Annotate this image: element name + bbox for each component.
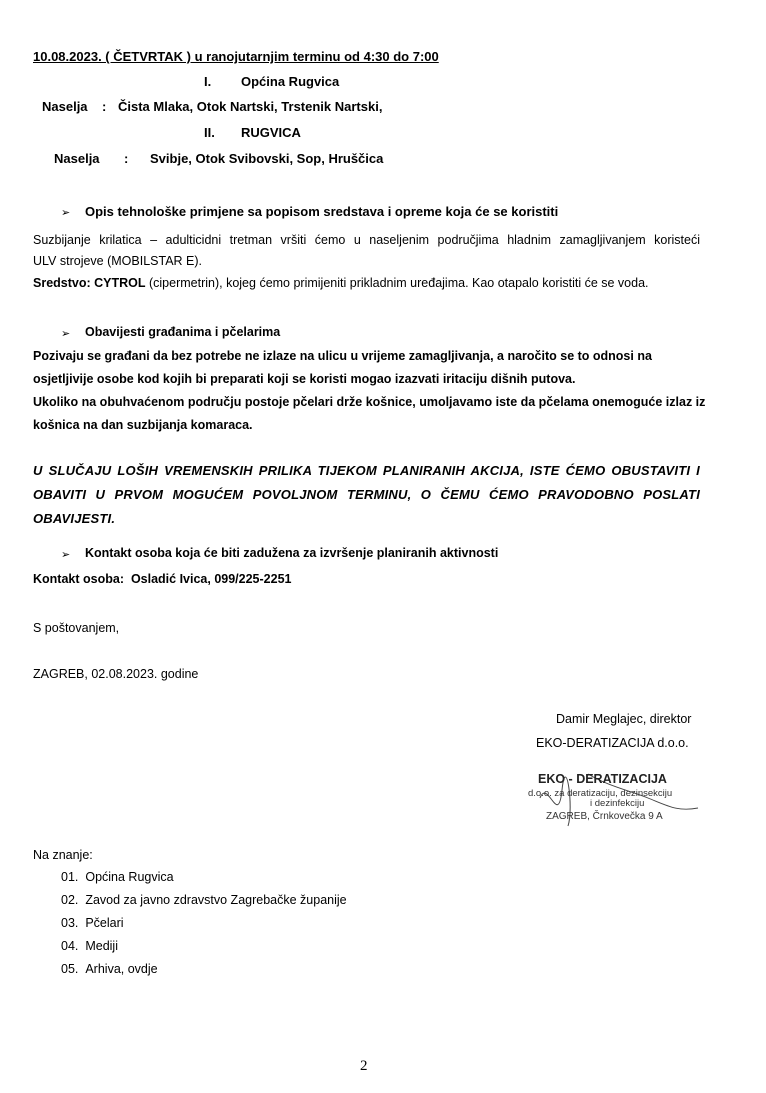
list-item <box>61 870 174 884</box>
place-date: ZAGREB, 02.08.2023. godine <box>33 667 199 681</box>
arrowhead-bullet-icon: ➢ <box>61 207 71 219</box>
naselja-1-label: Naselja <box>42 99 88 114</box>
signatory: Damir Meglajec, direktor <box>556 712 692 726</box>
list-item <box>61 916 124 930</box>
warning-line-1: U SLUČAJU LOŠIH VREMENSKIH PRILIKA TIJEKOM PLANIRANIH AKCIJA, ISTE ĆEMO OBUSTAVITI I <box>33 463 700 478</box>
kontakt-label: Kontakt osoba <box>33 572 120 586</box>
kontakt-value: Osladić Ivica, 099/225-2251 <box>130 572 292 586</box>
list-item <box>61 939 118 953</box>
section-1-title: Općina Rugvica <box>241 74 340 89</box>
opis-line-1: Suzbijanje krilatica – adulticidni tretman vršiti ćemo u naseljenim područjima hladnim zamagljivanjem koristeći <box>33 233 700 247</box>
kontakt-colon: : <box>119 572 124 586</box>
sredstvo-text: (cipermetrin), kojeg ćemo primijeniti prikladnim uređajima. Kao otapalo koristiti će se voda. <box>145 276 649 290</box>
naselja-1-colon: : <box>102 99 107 114</box>
naselja-2-colon: : <box>124 151 129 166</box>
greeting: S poštovanjem, <box>33 621 120 635</box>
company-name: EKO-DERATIZACIJA d.o.o. <box>536 736 689 750</box>
section-2-title: RUGVICA <box>241 125 301 140</box>
list-item <box>61 962 158 976</box>
company-stamp <box>528 768 708 832</box>
opis-line-2: ULV strojeve (MOBILSTAR E). <box>33 254 203 268</box>
list-item-text: Arhiva, ovdje <box>85 962 158 976</box>
sredstvo-line <box>33 276 649 290</box>
kontakt-line <box>33 572 291 586</box>
list-item-number: 05. <box>61 962 79 976</box>
list-item-text: Pčelari <box>85 916 124 930</box>
arrowhead-bullet-icon: ➢ <box>61 328 71 340</box>
list-item <box>61 893 347 907</box>
obavijesti-heading: Obavijesti građanima i pčelarima <box>85 325 281 339</box>
opis-heading: Opis tehnološke primjene sa popisom sredstava i opreme koja će se koristiti <box>85 204 559 219</box>
list-item-number: 03. <box>61 916 79 930</box>
obavijesti-line-3: Ukoliko na obuhvaćenom području postoje pčelari drže košnice, umoljavamo iste da pčelama onemoguće izlaz iz <box>33 395 706 409</box>
stamp-line-2: d.o.o. za deratizaciju, dezinsekciju <box>528 788 673 799</box>
na-znanje-heading: Na znanje: <box>33 848 93 862</box>
sredstvo-label: Sredstvo: CYTROL <box>33 276 146 290</box>
obavijesti-line-4: košnica na dan suzbijanja komaraca. <box>33 418 253 432</box>
naselja-1-value: Čista Mlaka, Otok Nartski, Trstenik Nartski, <box>118 99 383 114</box>
page-number: 2 <box>360 1058 368 1074</box>
kontakt-heading: Kontakt osoba koja će biti zadužena za izvršenje planiranih aktivnosti <box>85 546 499 560</box>
stamp-line-3: i dezinfekciju <box>590 798 645 809</box>
section-1-number: I. <box>204 74 212 89</box>
list-item-number: 04. <box>61 939 79 953</box>
obavijesti-line-2: osjetljivije osobe kod kojih bi preparati koji se koristi mogao izazvati iritaciju dišnih putova. <box>33 372 576 386</box>
list-item-text: Općina Rugvica <box>85 870 174 884</box>
naselja-2-label: Naselja <box>54 151 100 166</box>
warning-line-2: OBAVITI U PRVOM MOGUĆEM POVOLJNOM TERMINU, O ČEMU ĆEMO PRAVODOBNO POSLATI <box>33 487 700 502</box>
list-item-number: 02. <box>61 893 79 907</box>
list-item-text: Zavod za javno zdravstvo Zagrebačke županije <box>85 893 347 907</box>
date-line: 10.08.2023. ( ČETVRTAK ) u ranojutarnjim terminu od 4:30 do 7:00 <box>33 49 439 64</box>
stamp-line-4: ZAGREB, Črnkovečka 9 A <box>546 811 663 822</box>
obavijesti-line-1: Pozivaju se građani da bez potrebe ne izlaze na ulicu u vrijeme zamagljivanja, a naročito se to odnosi na <box>33 349 652 363</box>
list-item-number: 01. <box>61 870 79 884</box>
stamp-line-1: EKO - DERATIZACIJA <box>538 772 667 786</box>
naselja-2-value: Svibje, Otok Svibovski, Sop, Hruščica <box>150 151 384 166</box>
section-2-number: II. <box>204 125 215 140</box>
warning-line-3: OBAVIJESTI. <box>33 511 116 526</box>
list-item-text: Mediji <box>85 939 118 953</box>
arrowhead-bullet-icon: ➢ <box>61 549 71 561</box>
